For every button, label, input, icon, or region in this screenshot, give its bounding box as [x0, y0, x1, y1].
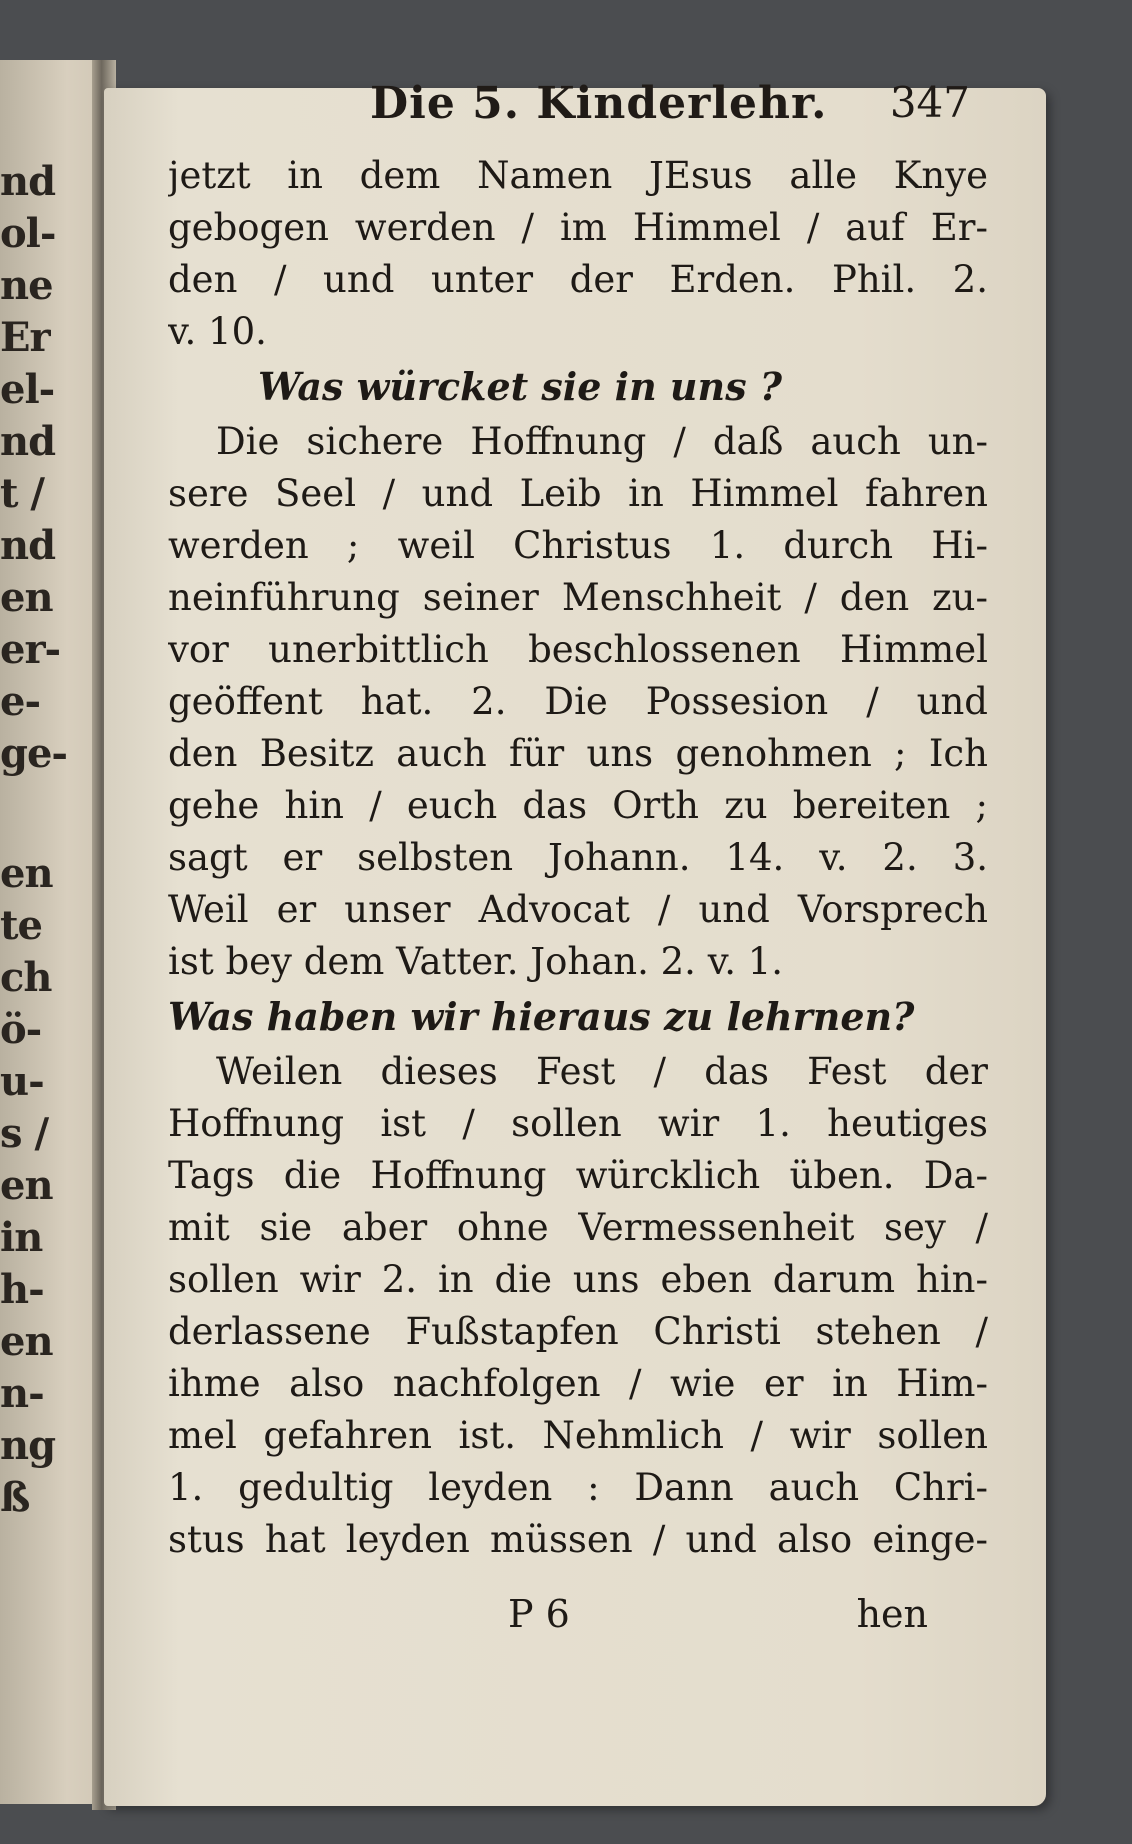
facing-page-line: nd: [0, 158, 56, 205]
facing-page-line: nd: [0, 418, 56, 465]
facing-page-line: t /: [0, 470, 45, 517]
text-line: Hoffnung ist / sollen wir 1. heutiges: [168, 1102, 988, 1145]
text-line: Die sichere Hoffnung / daß auch un-: [216, 420, 988, 463]
text-line: v. 10.: [168, 310, 267, 353]
signature-mark: P 6: [508, 1592, 570, 1636]
text-line: gehe hin / euch das Orth zu bereiten ;: [168, 784, 988, 827]
text-line: Weil er unser Advocat / und Vorsprech: [168, 888, 988, 931]
facing-page-line: ö-: [0, 1006, 42, 1053]
facing-page-line: s /: [0, 1110, 49, 1157]
facing-page-line: en: [0, 850, 53, 897]
facing-page-line: ng: [0, 1422, 56, 1469]
facing-page-line: u-: [0, 1058, 44, 1105]
text-line: geöffent hat. 2. Die Possesion / und: [168, 680, 988, 723]
text-line: sagt er selbsten Johann. 14. v. 2. 3.: [168, 836, 988, 879]
facing-page-line: ne: [0, 262, 53, 309]
facing-page-line: te: [0, 902, 42, 949]
facing-page-line: en: [0, 1162, 53, 1209]
body-text: [168, 150, 988, 1566]
text-line: 1. gedultig leyden : Dann auch Chri-: [168, 1466, 988, 1509]
text-line: neinführung seiner Menschheit / den zu-: [168, 576, 988, 619]
text-line: derlassene Fußstapfen Christi stehen /: [168, 1310, 988, 1353]
facing-page-line: en: [0, 574, 53, 621]
page-header: [250, 78, 970, 138]
facing-page-line: in: [0, 1214, 43, 1261]
text-line: sollen wir 2. in die uns eben darum hin-: [168, 1258, 988, 1301]
text-line: gebogen werden / im Himmel / auf Er-: [168, 206, 988, 249]
page-footer: [168, 1592, 988, 1644]
facing-page-line: ch: [0, 954, 52, 1001]
text-line: werden ; weil Christus 1. durch Hi-: [168, 524, 988, 567]
text-line: mit sie aber ohne Vermessenheit sey /: [168, 1206, 988, 1249]
facing-page-line: n-: [0, 1370, 44, 1417]
facing-page-line: er-: [0, 626, 61, 673]
text-line: den / und unter der Erden. Phil. 2.: [168, 258, 988, 301]
text-line: ist bey dem Vatter. Johan. 2. v. 1.: [168, 940, 784, 983]
catchword: hen: [856, 1592, 928, 1636]
text-line: mel gefahren ist. Nehmlich / wir sollen: [168, 1414, 988, 1457]
facing-page-line: h-: [0, 1266, 44, 1313]
facing-page-line: ß: [0, 1474, 30, 1521]
facing-page-line: Er: [0, 314, 50, 361]
page-number: 347: [889, 78, 970, 127]
text-line: vor unerbittlich beschlossenen Himmel: [168, 628, 988, 671]
text-line: Weilen dieses Fest / das Fest der: [216, 1050, 988, 1093]
facing-page-line: ol-: [0, 210, 56, 257]
facing-page-line: en: [0, 1318, 53, 1365]
text-line: den Besitz auch für uns genohmen ; Ich: [168, 732, 988, 775]
facing-page-line: nd: [0, 522, 56, 569]
facing-page-line: e-: [0, 678, 41, 725]
running-title: Die 5. Kinderlehr.: [370, 78, 828, 129]
facing-page-line: ge-: [0, 730, 68, 777]
text-line: sere Seel / und Leib in Himmel fahren: [168, 472, 988, 515]
text-line: stus hat leyden müssen / und also einge-: [168, 1518, 988, 1561]
facing-page-line: el-: [0, 366, 55, 413]
catechism-question: Was haben wir hieraus zu lehrnen?: [168, 994, 915, 1039]
catechism-question: Was würcket sie in uns ?: [258, 364, 783, 409]
text-line: Tags die Hoffnung würcklich üben. Da-: [168, 1154, 988, 1197]
text-line: jetzt in dem Namen JEsus alle Knye: [168, 154, 988, 197]
text-line: ihme also nachfolgen / wie er in Him-: [168, 1362, 988, 1405]
